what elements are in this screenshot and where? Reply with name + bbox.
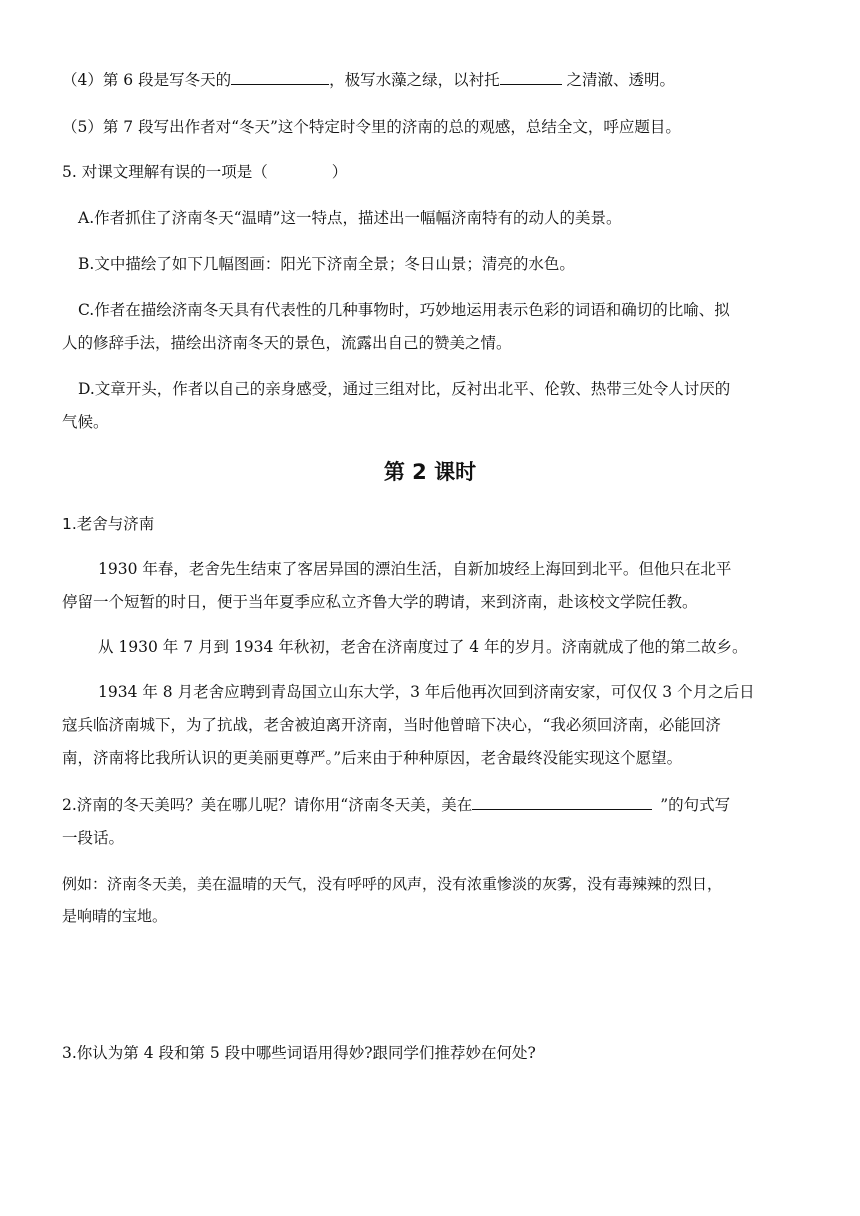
question-3: 3.你认为第 4 段和第 5 段中哪些词语用得妙?跟同学们推荐妙在何处? xyxy=(62,1044,536,1062)
question-4-item-4 xyxy=(62,68,675,90)
paragraph-1-line-2: 停留一个短暂的时日，便于当年夏季应私立齐鲁大学的聘请，来到济南，赴该校文学院任教。 xyxy=(62,593,698,611)
answer-blank[interactable] xyxy=(472,794,652,810)
option-a: A.作者抓住了济南冬天“温晴”这一特点，描述出一幅幅济南特有的动人的美景。 xyxy=(78,209,622,227)
question-5-close-paren: ） xyxy=(331,163,348,181)
paragraph-2: 从 1930 年 7 月到 1934 年秋初，老舍在济南度过了 4 年的岁月。济南就成了他的第二故乡。 xyxy=(98,638,748,656)
option-b: B.文中描绘了如下几幅图画：阳光下济南全景；冬日山景；清亮的水色。 xyxy=(78,255,575,273)
example-line-1: 例如：济南冬天美，美在温晴的天气，没有呼呼的风声，没有浓重惨淡的灰雾，没有毒辣辣的烈日， xyxy=(62,875,723,893)
paragraph-1-line-1: 1930 年春，老舍先生结束了客居异国的漂泊生活，自新加坡经上海回到北平。但他只在北平 xyxy=(98,560,732,578)
answer-blank[interactable] xyxy=(500,69,562,85)
option-d-line-1: D.文章开头，作者以自己的亲身感受，通过三组对比，反衬出北平、伦敦、热带三处令人讨厌的 xyxy=(78,380,731,398)
paragraph-3-line-2: 寇兵临济南城下，为了抗战，老舍被迫离开济南，当时他曾暗下决心，“我必须回济南，必能回济 xyxy=(62,716,721,734)
option-c-line-2: 人的修辞手法，描绘出济南冬天的景色，流露出自己的赞美之情。 xyxy=(62,334,512,352)
question-2-text-b: ”的句式写 xyxy=(660,796,731,814)
question-2-text-a: 2.济南的冬天美吗？美在哪儿呢？请你用“济南冬天美，美在 xyxy=(62,796,473,814)
paragraph-3-line-1: 1934 年 8 月老舍应聘到青岛国立山东大学，3 年后他再次回到济南安家，可仅仅 3 个月之后日 xyxy=(98,683,755,701)
option-d-line-2: 气候。 xyxy=(62,413,109,431)
question-2-line-2: 一段话。 xyxy=(62,829,125,847)
question-4-item-5: （5）第 7 段写出作者对“冬天”这个特定时令里的济南的总的观感，总结全文，呼应题目。 xyxy=(62,118,681,136)
option-c-line-1: C.作者在描绘济南冬天具有代表性的几种事物时，巧妙地运用表示色彩的词语和确切的比喻、拟 xyxy=(78,301,730,319)
question-5-stem xyxy=(62,160,347,182)
question-2 xyxy=(62,793,730,815)
item-4-text-a: （4）第 6 段是写冬天的 xyxy=(62,71,232,89)
item-4-text-b: ，极写水藻之绿，以衬托 xyxy=(329,71,500,89)
answer-blank[interactable] xyxy=(231,69,329,85)
item-4-text-c: 之清澈、透明。 xyxy=(561,71,676,89)
example-line-2: 是响晴的宝地。 xyxy=(62,907,168,925)
section-title: 第 2 课时 xyxy=(383,460,477,484)
question-5-text: 5. 对课文理解有误的一项是（ xyxy=(62,163,268,181)
section-1-heading: 1.老舍与济南 xyxy=(62,515,155,533)
paragraph-3-line-3: 南，济南将比我所认识的更美丽更尊严。”后来由于种种原因，老舍最终没能实现这个愿望。 xyxy=(62,749,683,767)
